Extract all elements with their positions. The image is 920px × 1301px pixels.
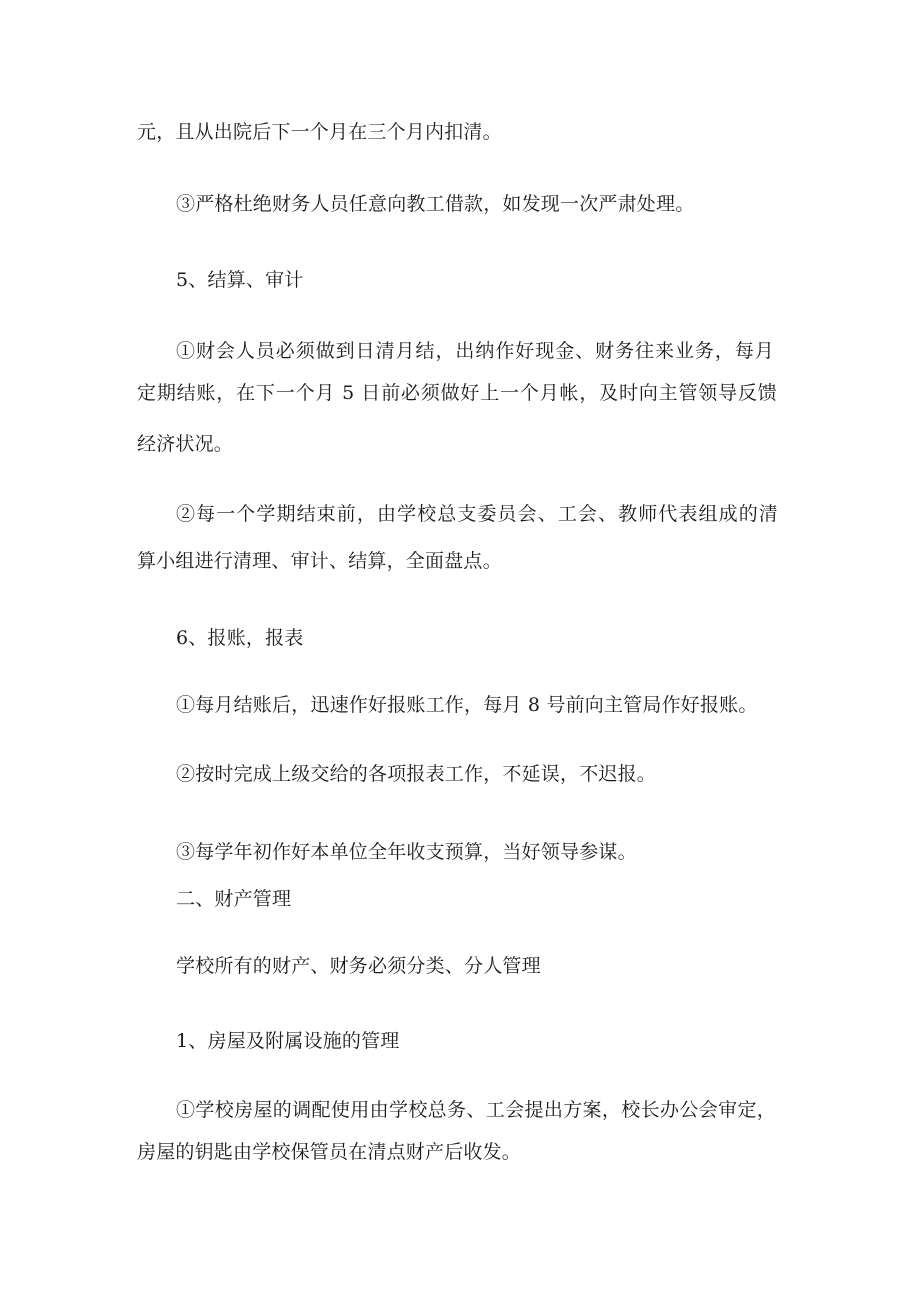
text-line: ①每月结账后，迅速作好报账工作，每月 8 号前向主管局作好报账。 [176,694,758,716]
text-line: ③每学年初作好本单位全年收支预算，当好领导参谋。 [176,841,637,863]
text-line: 房屋的钥匙由学校保管员在清点财产后收发。 [137,1141,522,1163]
text-line: ①学校房屋的调配使用由学校总务、工会提出方案，校长办公会审定， [176,1099,776,1121]
text-line: 经济状况。 [137,433,234,455]
text-line: 学校所有的财产、财务必须分类、分人管理 [176,955,541,977]
text-line: ②每一个学期结束前，由学校总支委员会、工会、教师代表组成的清 [176,503,778,525]
section-heading: 5、结算、审计 [176,269,304,291]
text-line: 定期结账，在下一个月 5 日前必须做好上一个月帐，及时向主管领导反馈 [137,382,777,404]
section-heading: 1、房屋及附属设施的管理 [176,1030,400,1052]
text-line: 算小组进行清理、审计、结算，全面盘点。 [137,550,502,572]
text-line: ②按时完成上级交给的各项报表工作，不延误，不迟报。 [176,763,657,785]
text-line: ①财会人员必须做到日清月结，出纳作好现金、财务往来业务，每月 [176,340,774,362]
section-heading: 6、报账，报表 [176,627,304,649]
text-line: 元，且从出院后下一个月在三个月内扣清。 [137,121,502,143]
text-line: ③严格杜绝财务人员任意向教工借款，如发现一次严肃处理。 [176,193,695,215]
section-heading: 二、财产管理 [176,888,292,910]
